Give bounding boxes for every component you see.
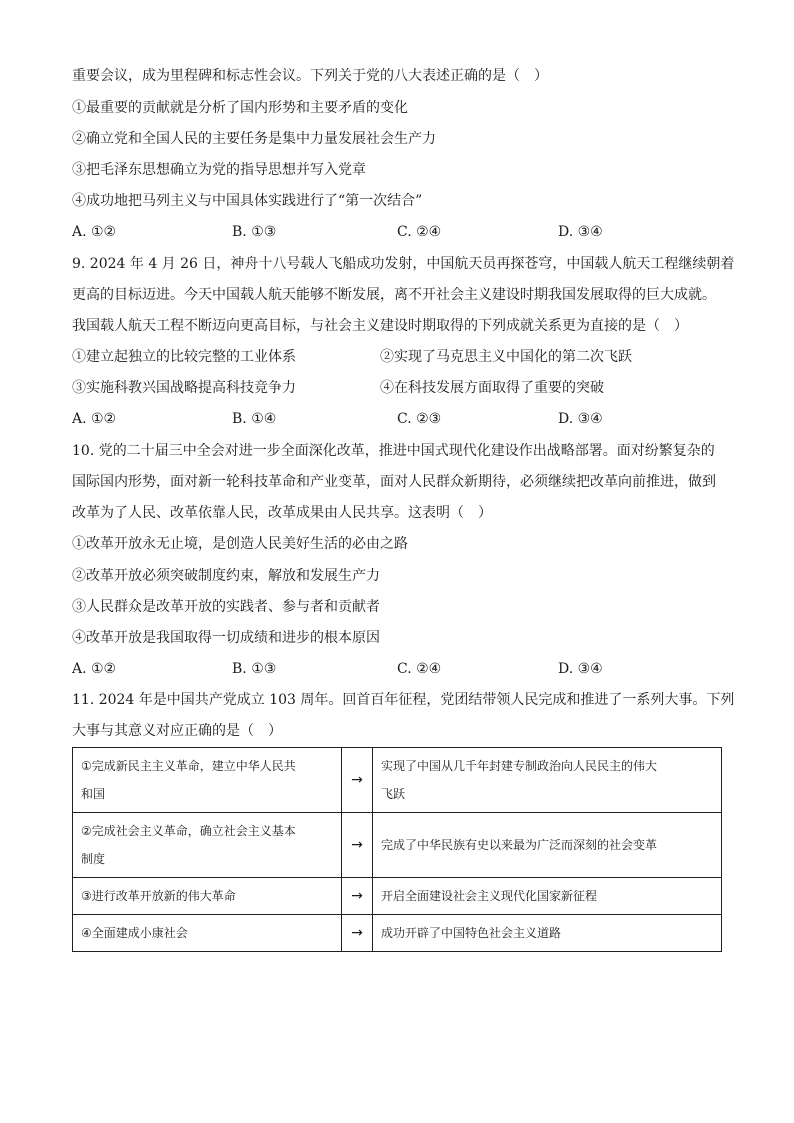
q10-item-4: ④改革开放是我国取得一切成绩和进步的根本原因: [72, 630, 380, 646]
q10-item-1: ①改革开放永无止境，是创造人民美好生活的必由之路: [72, 536, 408, 552]
q8-item-1: ①最重要的贡献就是分析了国内形势和主要矛盾的变化: [72, 100, 408, 116]
arrow-icon: →: [342, 915, 373, 952]
q10-option-c[interactable]: C. ②④: [397, 661, 442, 677]
q8-option-c[interactable]: C. ②④: [397, 224, 442, 240]
table-row: [73, 813, 722, 878]
q9-option-a[interactable]: A. ①②: [72, 411, 117, 427]
table-row: [73, 878, 722, 915]
arrow-icon: →: [342, 878, 373, 915]
event-text-line: 和国: [81, 787, 106, 801]
q10-options: [72, 659, 732, 679]
arrow-icon: →: [342, 813, 373, 878]
q9-stem-line-1: 9. 2024 年 4 月 26 日，神舟十八号载人飞船成功发射，中国航天员再探苍穹，中国载人航天工程继续朝着: [72, 256, 735, 272]
q9-option-d[interactable]: D. ③④: [558, 411, 603, 427]
meaning-text-line: 开启全面建设社会主义现代化国家新征程: [381, 889, 598, 903]
event-cell: [73, 813, 342, 878]
q8-option-d[interactable]: D. ③④: [558, 224, 603, 240]
arrow-icon: →: [342, 748, 373, 813]
q10-stem-line-2: 国际国内形势，面对新一轮科技革命和产业变革，面对人民群众新期待，必须继续把改革向前推进，做到: [72, 474, 716, 490]
q11-event-table: [72, 747, 722, 952]
meaning-cell: [373, 915, 722, 952]
q11-stem-line-1: 11. 2024 年是中国共产党成立 103 周年。回首百年征程，党团结带领人民完成和推进了一系列大事。下列: [72, 692, 735, 708]
q9-stem-line-3: 我国载人航天工程不断迈向更高目标，与社会主义建设时期取得的下列成就关系更为直接的是（ ）: [72, 318, 688, 334]
event-text-line: ②完成社会主义革命，确立社会主义基本: [81, 824, 296, 838]
q9-item-4: ④在科技发展方面取得了重要的突破: [380, 380, 604, 396]
q10-stem-line-3: 改革为了人民、改革依靠人民，改革成果由人民共享。这表明（ ）: [72, 505, 492, 521]
q10-option-d[interactable]: D. ③④: [558, 661, 603, 677]
event-text-line: ①完成新民主主义革命，建立中华人民共: [81, 759, 296, 773]
table-row: [73, 748, 722, 813]
q8-option-b[interactable]: B. ①③: [232, 224, 277, 240]
q8-item-4: ④成功地把马列主义与中国具体实践进行了“第一次结合”: [72, 193, 423, 209]
event-cell: [73, 748, 342, 813]
q9-stem-line-2: 更高的目标迈进。今天中国载人航天能够不断发展，离不开社会主义建设时期我国发展取得的巨大成就。: [72, 287, 716, 303]
q8-option-a[interactable]: A. ①②: [72, 224, 117, 240]
event-cell: [73, 878, 342, 915]
q8-stem: 重要会议，成为里程碑和标志性会议。下列关于党的八大表述正确的是（ ）: [72, 68, 548, 84]
meaning-text-line: 成功开辟了中国特色社会主义道路: [381, 926, 562, 940]
q9-option-c[interactable]: C. ②③: [397, 411, 442, 427]
q9-item-3: ③实施科教兴国战略提高科技竞争力: [72, 380, 296, 396]
meaning-cell: [373, 748, 722, 813]
q8-options: [72, 222, 732, 242]
event-text-line: 制度: [81, 852, 106, 866]
q9-options: [72, 409, 732, 429]
table-row: [73, 915, 722, 952]
meaning-cell: [373, 813, 722, 878]
event-text-line: ③进行改革开放新的伟大革命: [81, 889, 236, 903]
q9-item-2: ②实现了马克思主义中国化的第二次飞跃: [380, 349, 632, 365]
q9-item-1: ①建立起独立的比较完整的工业体系: [72, 349, 296, 365]
event-text-line: ④全面建成小康社会: [81, 926, 188, 940]
q9-option-b[interactable]: B. ①④: [232, 411, 277, 427]
q10-option-b[interactable]: B. ①③: [232, 661, 277, 677]
q8-item-2: ②确立党和全国人民的主要任务是集中力量发展社会生产力: [72, 131, 436, 147]
q11-stem-line-2: 大事与其意义对应正确的是（ ）: [72, 723, 282, 739]
meaning-cell: [373, 878, 722, 915]
q10-item-3: ③人民群众是改革开放的实践者、参与者和贡献者: [72, 599, 380, 615]
meaning-text-line: 实现了中国从几千年封建专制政治向人民民主的伟大: [381, 759, 658, 773]
event-cell: [73, 915, 342, 952]
meaning-text-line: 飞跃: [381, 787, 406, 801]
q10-option-a[interactable]: A. ①②: [72, 661, 117, 677]
q10-stem-line-1: 10. 党的二十届三中全会对进一步全面深化改革，推进中国式现代化建设作出战略部署。面对纷繁复杂的: [72, 443, 715, 459]
q10-item-2: ②改革开放必须突破制度约束，解放和发展生产力: [72, 568, 380, 584]
q8-item-3: ③把毛泽东思想确立为党的指导思想并写入党章: [72, 162, 366, 178]
meaning-text-line: 完成了中华民族有史以来最为广泛而深刻的社会变革: [381, 838, 658, 852]
